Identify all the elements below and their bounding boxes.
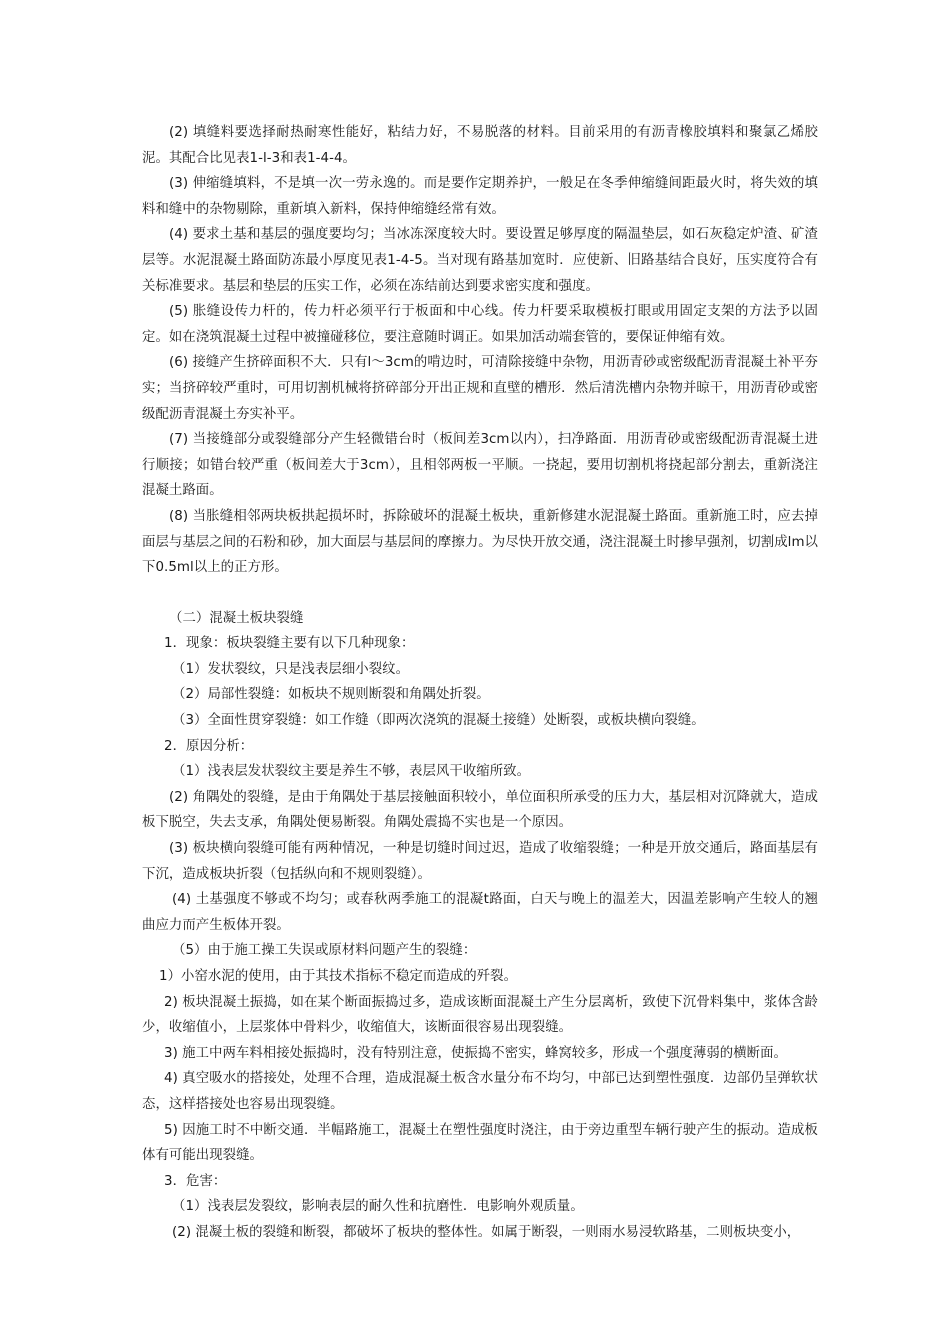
paragraph-7: (7) 当接缝部分或裂缝部分产生轻微错台时（板间差3cm以内），扫净路面．用沥青砂或密级配沥青混凝土进行顺接；如错台较严重（板间差大于3cm），且相邻两板一平顺。一挠起，要用切割机将挠起部分割去，重新浇注混凝土路面。 bbox=[142, 432, 818, 499]
list-item: (3) 板块横向裂缝可能有两种情况，一种是切缝时间过迟，造成了收缩裂缝；一种是开放交通后，路面基层有下沉，造成板块折裂（包括纵向和不规则裂缝）。 bbox=[142, 841, 818, 882]
paragraph-6: (6) 接缝产生挤碎面积不大．只有l～3cm的啃边时，可清除接缝中杂物，用沥青砂或密级配沥青混凝土补平夯实；当挤碎较严重时，可用切割机械将挤碎部分开出正规和直壁的槽形．然后清洗槽内杂物并晾干，用沥青砂或密级配沥青混凝土夯实补平。 bbox=[142, 355, 818, 422]
list-item: （3）全面性贯穿裂缝：如工作缝（即两次浇筑的混凝土接缝）处断裂，或板块横向裂缝。 bbox=[172, 713, 705, 729]
list-item: (2) 混凝土板的裂缝和断裂，都破坏了板块的整体性。如属于断裂，一则雨水易浸软路基，二则板块变小， bbox=[172, 1224, 801, 1240]
list-item: （1）浅表层发状裂纹主要是养生不够，表层风干收缩所致。 bbox=[172, 764, 531, 780]
subsection-causes: 2．原因分析： bbox=[164, 738, 254, 754]
list-item: （5）由于施工操工失误或原材料问题产生的裂缝： bbox=[172, 943, 477, 959]
subsection-phenomenon: 1．现象：板块裂缝主要有以下几种现象： bbox=[164, 636, 415, 652]
list-item: （1）发状裂纹，只是浅表层细小裂纹。 bbox=[172, 661, 410, 677]
list-item: （1）浅表层发裂纹，影响表层的耐久性和抗磨性．电影响外观质量。 bbox=[172, 1199, 584, 1215]
sub-list-item: 2) 板块混凝土振捣，如在某个断面振捣过多，造成该断面混凝土产生分层离析，致使下沉骨料集中，浆体含龄少，收缩值小，上层浆体中骨料少，收缩值大，该断面很容易出现裂缝。 bbox=[142, 994, 818, 1036]
sub-list-item: 3) 施工中两车料相接处振捣时，没有特别注意，使振捣不密实，蜂窝较多，形成一个强度薄弱的横断面。 bbox=[164, 1045, 787, 1061]
sub-list-item: 5) 因施工时不中断交通．半幅路施工，混凝土在塑性强度时浇注，由于旁边重型车辆行驶产生的振动。造成板体有可能出现裂缝。 bbox=[142, 1122, 818, 1164]
document-body bbox=[142, 120, 818, 1246]
sub-list-item: 1）小窑水泥的使用，由于其技术指标不稳定而造成的歼裂。 bbox=[159, 969, 518, 984]
paragraph-4: (4) 要求土基和基层的强度要均匀；当冰冻深度较大时。要设置足够厚度的隔温垫层，如石灰稳定炉渣、矿渣层等。水泥混凝土路面防冻最小厚度见表1-4-5。当对现有路基加宽时．应使新、旧路基结合良好，压实度符合有关标准要求。基层和垫层的压实工作，必须在冻结前达到要求密实度和强度。 bbox=[142, 227, 818, 294]
paragraph-5: (5) 胀缝设传力杆的，传力杆必须平行于板面和中心线。传力杆要采取模板打眼或用固定支架的方法予以固定。如在浇筑混凝土过程中被撞碰移位，要注意随时调正。如果加活动端套管的，要保证伸缩有效。 bbox=[142, 304, 818, 345]
paragraph-2: (2) 填缝料要选择耐热耐寒性能好，粘结力好，不易脱落的材料。目前采用的有沥青橡胶填料和聚氯乙烯胶泥。其配合比见表1-l-3和表1-4-4。 bbox=[142, 125, 818, 166]
subsection-harm: 3．危害： bbox=[164, 1173, 227, 1189]
sub-list-item: 4) 真空吸水的搭接处，处理不合理，造成混凝土板含水量分布不均匀，中部已达到塑性强度．边部仍呈弹软状态，这样搭接处也容易出现裂缝。 bbox=[142, 1071, 818, 1112]
paragraph-8: (8) 当胀缝相邻两块板拱起损坏时，拆除破坏的混凝土板块，重新修建水泥混凝土路面。重新施工时，应去掉面层与基层之间的石粉和砂，加大面层与基层间的摩擦力。为尽快开放交通，浇注混凝土时掺早强剂，切割成lm以下0.5ml以上的正方形。 bbox=[142, 508, 818, 576]
list-item: (4) 土基强度不够或不均匀；或春秋两季施工的混凝t路面，白天与晚上的温差大，因温差影响产生较人的翘曲应力而产生板体开裂。 bbox=[142, 892, 818, 933]
paragraph-3: (3) 伸缩缝填料，不是填一次一劳永逸的。而是要作定期养护，一般足在冬季伸缩缝间距最火时，将失效的填料和缝中的杂物剔除，重新填入新料，保持伸缩缝经常有效。 bbox=[142, 176, 818, 217]
spacer bbox=[142, 581, 818, 606]
section-heading: （二）混凝土板块裂缝 bbox=[169, 610, 304, 626]
list-item: （2）局部性裂缝：如板块不规则断裂和角隅处折裂。 bbox=[172, 687, 490, 703]
list-item: (2) 角隅处的裂缝，是由于角隅处于基层接触面积较小，单位面积所承受的压力大，基层相对沉降就大，造成板下脱空，失去支承，角隅处便易断裂。角隅处震捣不实也是一个原因。 bbox=[142, 789, 818, 831]
